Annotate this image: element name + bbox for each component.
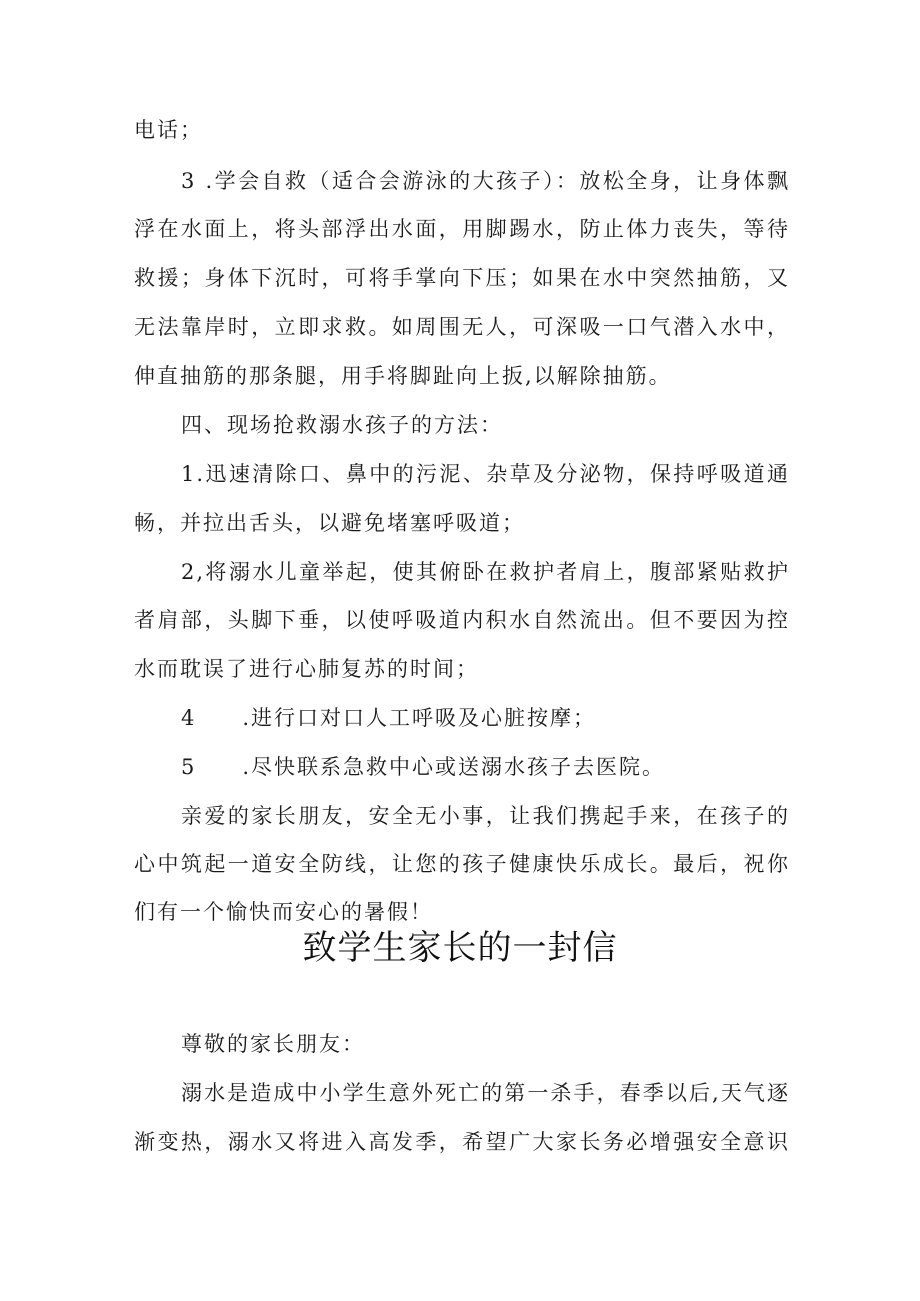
salutation: 尊敬的家长朋友： bbox=[181, 1032, 365, 1056]
text-line: 救援；身体下沉时，可将手掌向下压；如果在水中突然抽筋，又 bbox=[134, 266, 790, 290]
text-line: 伸直抽筋的那条腿，用手将脚趾向上扳,以解除抽筋。 bbox=[134, 364, 672, 388]
text-line: 浮在水面上，将头部浮出水面，用脚踢水，防止体力丧失，等待 bbox=[134, 217, 790, 241]
text-line: 渐变热，溺水又将进入高发季，希望广大家长务必增强安全意识 bbox=[134, 1130, 790, 1154]
text-line: 亲爱的家长朋友，安全无小事，让我们携起手来，在孩子的 bbox=[181, 804, 790, 828]
text-line: 1.迅速清除口、鼻中的污泥、杂草及分泌物，保持呼吸道通 bbox=[181, 462, 790, 486]
text-line: 者肩部，头脚下垂，以使呼吸道内积水自然流出。但不要因为控 bbox=[134, 608, 790, 632]
text-line: 3 .学会自救（适合会游泳的大孩子）：放松全身，让身体飘 bbox=[181, 169, 790, 193]
text-line: 4 .进行口对口人工呼吸及心脏按摩； bbox=[181, 706, 597, 730]
text-line: 无法靠岸时，立即求救。如周围无人，可深吸一口气潜入水中， bbox=[134, 315, 790, 339]
text-line: 电话； bbox=[134, 118, 203, 142]
text-line: 5 .尽快联系急救中心或送溺水孩子去医院。 bbox=[181, 755, 666, 779]
text-line: 心中筑起一道安全防线，让您的孩子健康快乐成长。最后，祝你 bbox=[134, 852, 790, 876]
text-line: 们有一个愉快而安心的暑假！ bbox=[134, 900, 433, 924]
section-heading: 四、现场抢救溺水孩子的方法： bbox=[181, 413, 503, 437]
text-line: 2,将溺水儿童举起，使其俯卧在救护者肩上，腹部紧贴救护 bbox=[181, 560, 790, 584]
letter-title: 致学生家长的一封信 bbox=[302, 928, 618, 968]
text-line: 畅，并拉出舌头，以避免堵塞呼吸道； bbox=[134, 511, 525, 535]
text-line: 溺水是造成中小学生意外死亡的第一杀手，春季以后,天气逐 bbox=[181, 1081, 790, 1105]
text-line: 水而耽误了进行心肺复苏的时间； bbox=[134, 657, 479, 681]
